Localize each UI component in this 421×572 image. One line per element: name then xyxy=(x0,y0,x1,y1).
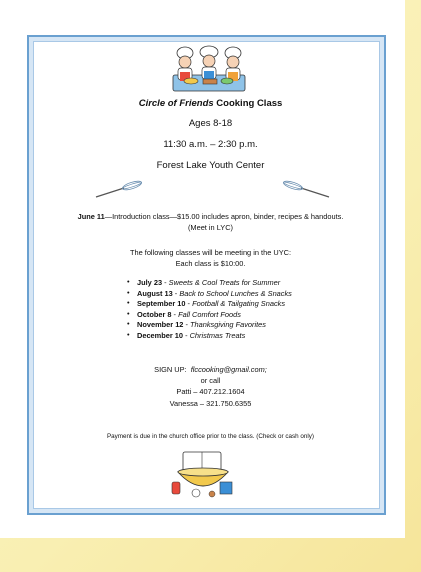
time-line: 11:30 a.m. – 2:30 p.m. xyxy=(163,139,258,150)
title-emphasis: Circle of Friends xyxy=(138,98,214,109)
class-separator: - xyxy=(185,299,193,309)
payment-note: Payment is due in the church office prior to the class. (Check or cash only) xyxy=(106,433,315,440)
list-item xyxy=(127,320,292,331)
flyer-title xyxy=(0,98,421,109)
class-topic: Fall Comfort Foods xyxy=(178,309,241,319)
ages-line: Ages 8-18 xyxy=(188,118,233,129)
class-topic: Sweets & Cool Treats for Summer xyxy=(168,278,281,287)
whisk-icon xyxy=(281,180,331,200)
signup-email-link[interactable]: flccooking@gmail.com; xyxy=(190,365,267,374)
list-item xyxy=(127,289,292,300)
contact-patti: Patti – 407.212.1604 xyxy=(176,387,245,397)
list-item xyxy=(127,310,292,321)
signup-block xyxy=(0,364,421,409)
intro-note: (Meet in LYC) xyxy=(187,223,234,232)
class-topic: Christmas Treats xyxy=(189,330,246,340)
signup-label: SIGN UP: xyxy=(154,365,187,374)
class-date: September 10 xyxy=(137,299,186,309)
classes-line-1: The following classes will be meeting in the UYC: xyxy=(129,248,292,257)
class-separator: - xyxy=(183,320,190,330)
list-item xyxy=(127,331,292,342)
mixing-bowl-clipart-icon xyxy=(170,448,236,500)
class-topic: Thanksgiving Favorites xyxy=(190,320,266,330)
list-item xyxy=(127,278,292,289)
class-separator: - xyxy=(183,330,190,340)
class-schedule-list xyxy=(127,278,292,342)
intro-paragraph xyxy=(30,211,391,233)
class-separator: - xyxy=(162,278,169,287)
intro-date: June 11 xyxy=(77,212,105,221)
class-date: November 12 xyxy=(137,320,184,330)
list-item xyxy=(127,299,292,310)
contact-vanessa: Vanessa – 321.750.6355 xyxy=(169,398,252,408)
class-separator: - xyxy=(171,309,179,319)
class-date: October 8 xyxy=(137,309,172,319)
title-rest: Cooking Class xyxy=(213,98,283,109)
class-date: December 10 xyxy=(137,330,184,340)
class-date: July 23 xyxy=(137,278,163,287)
classes-line-2: Each class is $10:00. xyxy=(175,259,246,268)
class-topic: Football & Tailgating Snacks xyxy=(192,299,286,309)
location-line: Forest Lake Youth Center xyxy=(156,160,265,171)
classes-intro xyxy=(30,247,391,269)
intro-text: —Introduction class—$15.00 includes apron, binder, recipes & handouts. xyxy=(104,212,344,221)
whisk-icon xyxy=(94,180,144,200)
kids-cooking-clipart-icon xyxy=(163,45,255,93)
or-call-text: or call xyxy=(200,376,221,386)
class-separator: - xyxy=(172,288,180,298)
class-topic: Back to School Lunches & Snacks xyxy=(179,288,292,298)
class-date: August 13 xyxy=(137,288,173,298)
